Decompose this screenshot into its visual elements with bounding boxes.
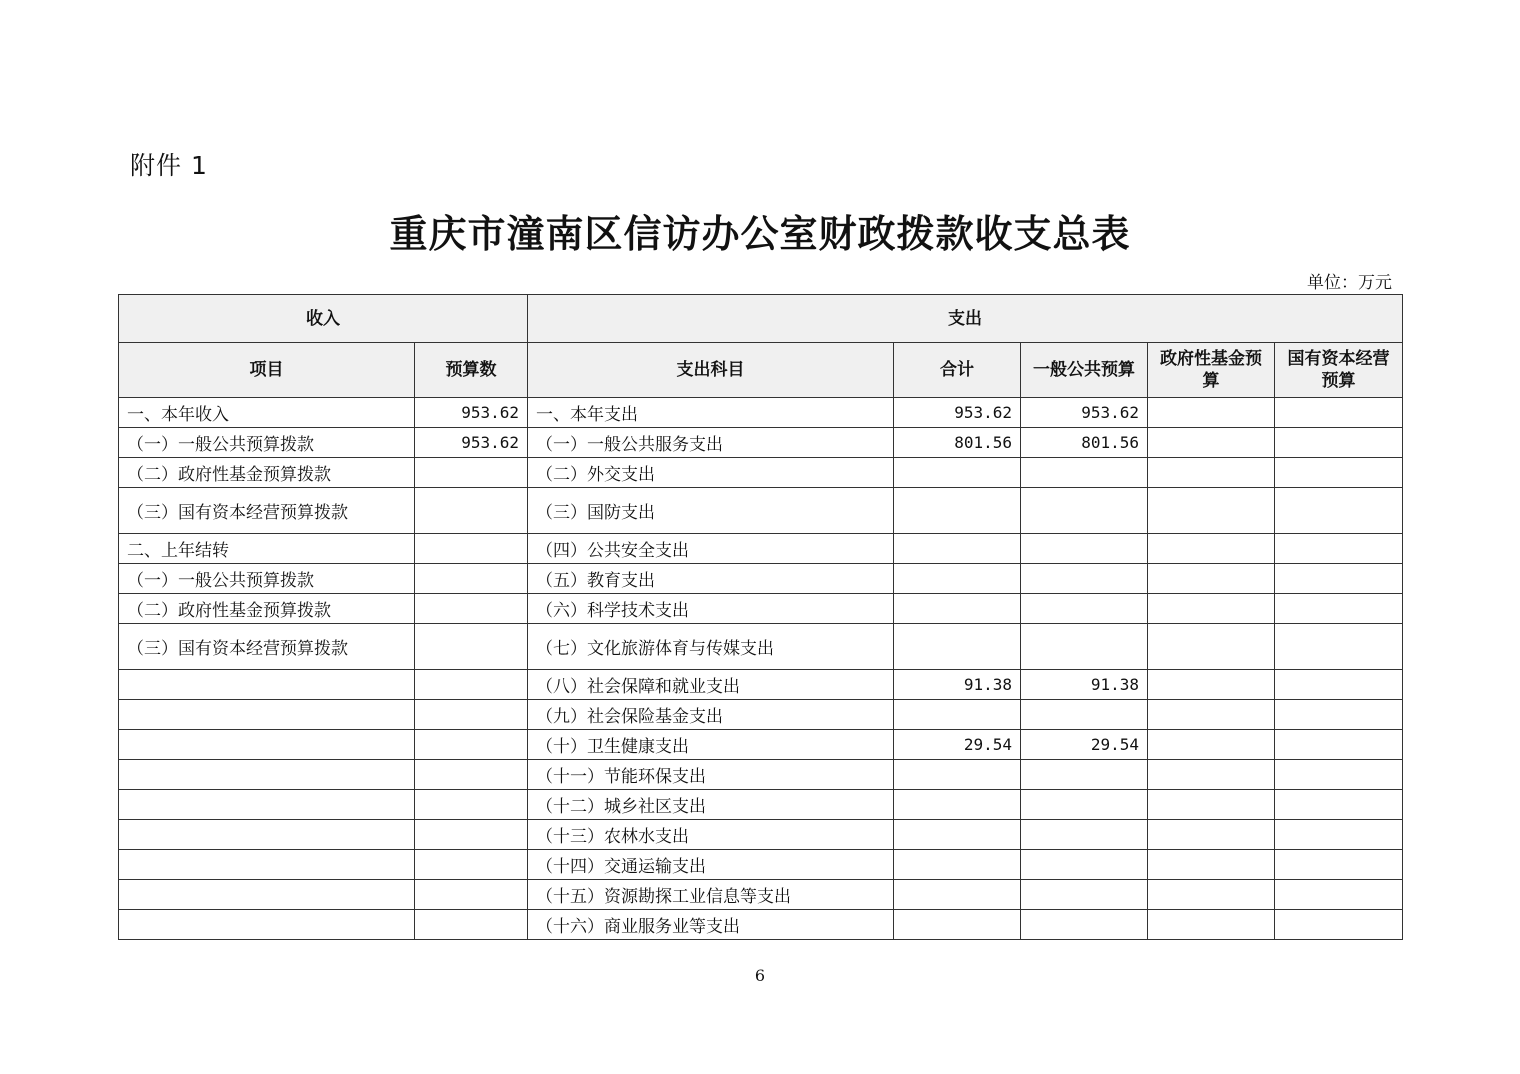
budget-cell: [415, 700, 528, 730]
state-capital-column-header: 国有资本经营预算: [1275, 343, 1403, 398]
fund-cell: [1148, 880, 1275, 910]
subject-cell: （四）公共安全支出: [528, 534, 894, 564]
table-row: [119, 428, 1403, 458]
item-column-header: 项目: [119, 343, 415, 398]
subject-cell: （五）教育支出: [528, 564, 894, 594]
unit-label: 单位：万元: [1307, 273, 1392, 293]
capital-cell: [1275, 594, 1403, 624]
general-cell: 953.62: [1021, 398, 1148, 428]
document-title: 重庆市潼南区信访办公室财政拨款收支总表: [389, 211, 1131, 256]
table-row: [119, 564, 1403, 594]
budget-cell: [415, 594, 528, 624]
budget-cell: [415, 458, 528, 488]
fund-cell: [1148, 428, 1275, 458]
total-cell: [894, 850, 1021, 880]
fund-cell: [1148, 820, 1275, 850]
fund-cell: [1148, 760, 1275, 790]
total-cell: [894, 624, 1021, 670]
capital-cell: [1275, 534, 1403, 564]
capital-cell: [1275, 910, 1403, 940]
subject-cell: （七）文化旅游体育与传媒支出: [528, 624, 894, 670]
item-cell: （一）一般公共预算拨款: [119, 564, 415, 594]
budget-column-header: 预算数: [415, 343, 528, 398]
general-public-column-header: 一般公共预算: [1021, 343, 1148, 398]
budget-cell: [415, 790, 528, 820]
general-cell: [1021, 880, 1148, 910]
subject-cell: （六）科学技术支出: [528, 594, 894, 624]
subject-cell: （二）外交支出: [528, 458, 894, 488]
item-cell: （三）国有资本经营预算拨款: [119, 488, 415, 534]
budget-cell: [415, 730, 528, 760]
fund-cell: [1148, 850, 1275, 880]
total-cell: 953.62: [894, 398, 1021, 428]
general-cell: [1021, 760, 1148, 790]
table-row: [119, 730, 1403, 760]
attachment-label: 附件 1: [130, 151, 208, 180]
general-cell: [1021, 564, 1148, 594]
budget-cell: [415, 760, 528, 790]
total-cell: [894, 594, 1021, 624]
capital-cell: [1275, 564, 1403, 594]
item-cell: [119, 700, 415, 730]
expense-header: 支出: [528, 295, 1403, 343]
subject-cell: （九）社会保险基金支出: [528, 700, 894, 730]
item-cell: （二）政府性基金预算拨款: [119, 594, 415, 624]
fund-cell: [1148, 534, 1275, 564]
capital-cell: [1275, 428, 1403, 458]
table-row: [119, 594, 1403, 624]
expense-subject-column-header: 支出科目: [528, 343, 894, 398]
item-cell: [119, 760, 415, 790]
budget-cell: [415, 850, 528, 880]
subject-cell: （十六）商业服务业等支出: [528, 910, 894, 940]
income-header: 收入: [119, 295, 528, 343]
budget-cell: [415, 670, 528, 700]
general-cell: [1021, 488, 1148, 534]
total-cell: 801.56: [894, 428, 1021, 458]
item-cell: [119, 910, 415, 940]
budget-cell: [415, 488, 528, 534]
fund-cell: [1148, 790, 1275, 820]
subject-cell: （十四）交通运输支出: [528, 850, 894, 880]
general-cell: 29.54: [1021, 730, 1148, 760]
fund-cell: [1148, 910, 1275, 940]
budget-cell: [415, 820, 528, 850]
fund-cell: [1148, 458, 1275, 488]
capital-cell: [1275, 458, 1403, 488]
item-cell: [119, 850, 415, 880]
table-row: [119, 458, 1403, 488]
total-cell: [894, 564, 1021, 594]
item-cell: 二、上年结转: [119, 534, 415, 564]
capital-cell: [1275, 700, 1403, 730]
total-cell: [894, 488, 1021, 534]
total-cell: [894, 880, 1021, 910]
general-cell: 91.38: [1021, 670, 1148, 700]
subject-cell: （一）一般公共服务支出: [528, 428, 894, 458]
total-cell: [894, 910, 1021, 940]
subject-cell: （十）卫生健康支出: [528, 730, 894, 760]
total-cell: 29.54: [894, 730, 1021, 760]
total-cell: [894, 700, 1021, 730]
total-cell: [894, 534, 1021, 564]
table-row: [119, 850, 1403, 880]
capital-cell: [1275, 790, 1403, 820]
general-cell: [1021, 820, 1148, 850]
general-cell: [1021, 850, 1148, 880]
total-cell: [894, 790, 1021, 820]
general-cell: [1021, 534, 1148, 564]
table-row: [119, 398, 1403, 428]
table-row: [119, 534, 1403, 564]
table-row: [119, 820, 1403, 850]
fund-cell: [1148, 594, 1275, 624]
gov-fund-column-header: 政府性基金预算: [1148, 343, 1275, 398]
capital-cell: [1275, 488, 1403, 534]
item-cell: [119, 790, 415, 820]
capital-cell: [1275, 880, 1403, 910]
total-column-header: 合计: [894, 343, 1021, 398]
total-cell: 91.38: [894, 670, 1021, 700]
table-row: [119, 880, 1403, 910]
subject-cell: （十五）资源勘探工业信息等支出: [528, 880, 894, 910]
fund-cell: [1148, 398, 1275, 428]
budget-cell: 953.62: [415, 398, 528, 428]
fund-cell: [1148, 488, 1275, 534]
budget-cell: [415, 624, 528, 670]
subject-cell: （十一）节能环保支出: [528, 760, 894, 790]
general-cell: 801.56: [1021, 428, 1148, 458]
fund-cell: [1148, 624, 1275, 670]
subject-cell: （十三）农林水支出: [528, 820, 894, 850]
item-cell: （一）一般公共预算拨款: [119, 428, 415, 458]
capital-cell: [1275, 624, 1403, 670]
item-cell: [119, 820, 415, 850]
total-cell: [894, 820, 1021, 850]
subject-cell: （十二）城乡社区支出: [528, 790, 894, 820]
general-cell: [1021, 910, 1148, 940]
item-cell: （三）国有资本经营预算拨款: [119, 624, 415, 670]
capital-cell: [1275, 760, 1403, 790]
general-cell: [1021, 624, 1148, 670]
general-cell: [1021, 458, 1148, 488]
table-row: [119, 790, 1403, 820]
budget-cell: [415, 534, 528, 564]
subject-cell: （三）国防支出: [528, 488, 894, 534]
fund-cell: [1148, 700, 1275, 730]
table-row: [119, 624, 1403, 670]
table-row: [119, 670, 1403, 700]
budget-cell: 953.62: [415, 428, 528, 458]
subject-cell: 一、本年支出: [528, 398, 894, 428]
fund-cell: [1148, 564, 1275, 594]
item-cell: [119, 730, 415, 760]
capital-cell: [1275, 820, 1403, 850]
fund-cell: [1148, 670, 1275, 700]
table-row: [119, 488, 1403, 534]
item-cell: （二）政府性基金预算拨款: [119, 458, 415, 488]
total-cell: [894, 458, 1021, 488]
general-cell: [1021, 700, 1148, 730]
capital-cell: [1275, 730, 1403, 760]
item-cell: [119, 670, 415, 700]
budget-table: [118, 294, 1403, 940]
subject-cell: （八）社会保障和就业支出: [528, 670, 894, 700]
capital-cell: [1275, 670, 1403, 700]
general-cell: [1021, 594, 1148, 624]
general-cell: [1021, 790, 1148, 820]
budget-cell: [415, 880, 528, 910]
capital-cell: [1275, 398, 1403, 428]
item-cell: [119, 880, 415, 910]
total-cell: [894, 760, 1021, 790]
item-cell: 一、本年收入: [119, 398, 415, 428]
fund-cell: [1148, 730, 1275, 760]
table-row: [119, 910, 1403, 940]
table-row: [119, 760, 1403, 790]
capital-cell: [1275, 850, 1403, 880]
table-row: [119, 700, 1403, 730]
page-number: 6: [754, 966, 766, 985]
budget-cell: [415, 910, 528, 940]
budget-cell: [415, 564, 528, 594]
